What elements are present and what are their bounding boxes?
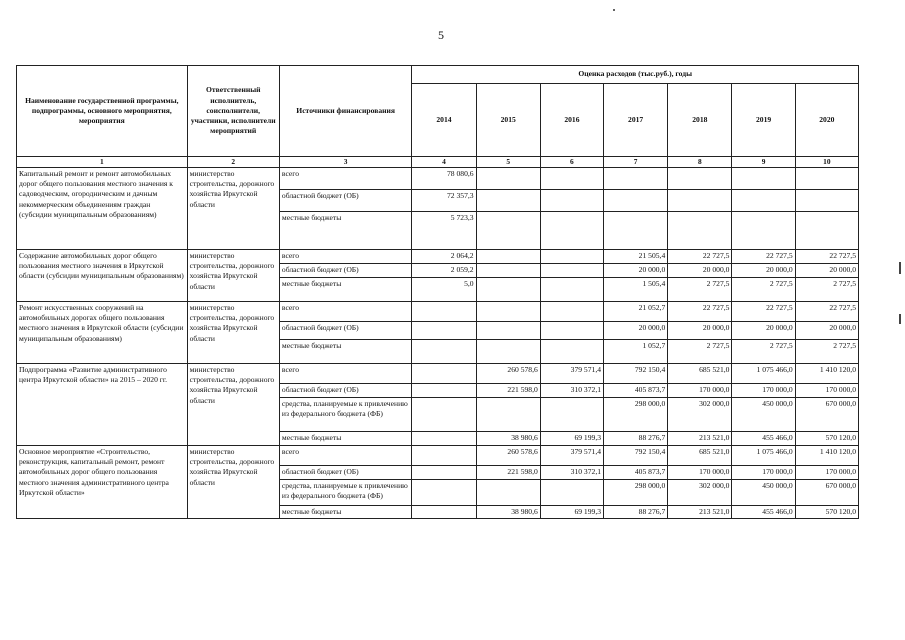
expense-value: 310 372,1 [540,465,603,479]
expense-value: 88 276,7 [604,505,668,518]
expenses-table [16,65,859,519]
expense-value [540,321,603,339]
column-number: 8 [668,157,732,168]
funding-source: областной бюджет (ОБ) [279,189,411,211]
funding-source: местные бюджеты [279,277,411,301]
header-name: Наименование государственной программы, подпрограммы, основного мероприятия, мероприятия [17,66,188,157]
expense-value: 20 000,0 [795,321,858,339]
expense-value: 1 052,7 [604,339,668,363]
expense-value [795,167,858,189]
expense-value [476,321,540,339]
expense-value: 260 578,6 [476,445,540,465]
expense-value: 455 466,0 [732,505,795,518]
funding-source: областной бюджет (ОБ) [279,465,411,479]
expense-value: 670 000,0 [795,397,858,431]
expense-value: 72 357,3 [412,189,476,211]
expense-value [540,277,603,301]
expense-value: 2 727,5 [732,339,795,363]
expense-value: 405 873,7 [604,383,668,397]
expense-value: 38 980,6 [476,505,540,518]
measure-name: Основное мероприятие «Строительство, реконструкция, капитальный ремонт, ремонт автомобильных дорог общего пользования местного значения административного центра Иркутской области» [17,445,188,518]
column-number: 5 [476,157,540,168]
expense-value [604,167,668,189]
column-number: 10 [795,157,858,168]
expense-value [412,383,476,397]
column-number: 4 [412,157,476,168]
expense-value [795,189,858,211]
funding-source: средства, планируемые к привлечению из федерального бюджета (ФБ) [279,479,411,505]
expense-value: 685 521,0 [668,445,732,465]
expense-value: 2 064,2 [412,249,476,263]
expense-value [604,189,668,211]
expense-value: 1 505,4 [604,277,668,301]
expense-value: 170 000,0 [732,383,795,397]
column-number: 2 [187,157,279,168]
expense-value: 405 873,7 [604,465,668,479]
measure-name: Подпрограмма «Развитие административного центра Иркутской области» на 2015 – 2020 гг. [17,363,188,445]
expense-value [540,249,603,263]
header-source: Источники финансирования [279,66,411,157]
header-year: 2015 [476,84,540,157]
expense-value: 22 727,5 [795,301,858,321]
expense-value: 170 000,0 [795,383,858,397]
table-row [17,167,859,189]
expense-value [476,339,540,363]
expense-value: 69 199,3 [540,431,603,445]
header-year: 2017 [604,84,668,157]
expense-value: 1 410 120,0 [795,445,858,465]
expense-value: 2 727,5 [795,339,858,363]
expense-value: 670 000,0 [795,479,858,505]
executor-name: министерство строительства, дорожного хозяйства Иркутской области [187,363,279,445]
header-year: 2014 [412,84,476,157]
scan-speck [613,9,615,11]
header-year: 2018 [668,84,732,157]
expense-value [732,167,795,189]
expense-value: 5,0 [412,277,476,301]
header-year: 2016 [540,84,603,157]
expense-value [412,321,476,339]
measure-name: Капитальный ремонт и ремонт автомобильных дорог общего пользования местного значения к садоводческим, огородническим и дачным некоммерческим объединениям граждан (субсидии муниципальным образованиям) [17,167,188,249]
expense-value [540,301,603,321]
expense-value: 221 598,0 [476,465,540,479]
header-year: 2019 [732,84,795,157]
table-row [17,445,859,465]
expense-value [476,479,540,505]
expense-value: 213 521,0 [668,431,732,445]
measure-name: Содержание автомобильных дорог общего пользования местного значения в Иркутской области (субсидии муниципальным образованиям) [17,249,188,301]
funding-source: областной бюджет (ОБ) [279,383,411,397]
expense-value: 5 723,3 [412,211,476,249]
column-number: 1 [17,157,188,168]
expense-value: 792 150,4 [604,445,668,465]
expense-value: 685 521,0 [668,363,732,383]
expense-value: 20 000,0 [604,321,668,339]
expense-value: 298 000,0 [604,479,668,505]
expense-value: 310 372,1 [540,383,603,397]
expense-value: 2 727,5 [732,277,795,301]
expense-value: 570 120,0 [795,505,858,518]
funding-source: местные бюджеты [279,339,411,363]
expense-value [668,167,732,189]
expense-value [412,339,476,363]
expense-value [668,189,732,211]
executor-name: министерство строительства, дорожного хозяйства Иркутской области [187,249,279,301]
funding-source: областной бюджет (ОБ) [279,263,411,277]
expense-value: 450 000,0 [732,479,795,505]
expense-value: 2 727,5 [668,277,732,301]
funding-source: всего [279,363,411,383]
expense-value [476,277,540,301]
expense-value: 170 000,0 [795,465,858,479]
expense-value [476,189,540,211]
expense-value [668,211,732,249]
table-row [17,363,859,383]
column-number: 6 [540,157,603,168]
expense-value: 22 727,5 [732,249,795,263]
expense-value [412,431,476,445]
expense-value: 2 059,2 [412,263,476,277]
expense-value [412,505,476,518]
expense-value [732,189,795,211]
expense-value [412,465,476,479]
header-year: 2020 [795,84,858,157]
expense-value: 22 727,5 [668,249,732,263]
expense-value [476,263,540,277]
expense-value: 455 466,0 [732,431,795,445]
expense-value: 20 000,0 [795,263,858,277]
scan-edge-mark [899,262,901,274]
funding-source: всего [279,249,411,263]
expense-value: 792 150,4 [604,363,668,383]
executor-name: министерство строительства, дорожного хозяйства Иркутской области [187,445,279,518]
expense-value [412,479,476,505]
expense-value [795,211,858,249]
expense-value: 1 410 120,0 [795,363,858,383]
table-body [17,167,859,518]
expense-value: 298 000,0 [604,397,668,431]
expense-value: 221 598,0 [476,383,540,397]
executor-name: министерство строительства, дорожного хозяйства Иркутской области [187,167,279,249]
expense-value [540,479,603,505]
header-expenses: Оценка расходов (тыс.руб.), годы [412,66,859,84]
expense-value [604,211,668,249]
expense-value: 20 000,0 [668,263,732,277]
table-row [17,301,859,321]
header-executor: Ответственный исполнитель, соисполнители, участники, исполнители мероприятий [187,66,279,157]
expense-value [476,301,540,321]
expense-value: 20 000,0 [604,263,668,277]
expense-value: 21 505,4 [604,249,668,263]
expense-value: 260 578,6 [476,363,540,383]
funding-source: всего [279,167,411,189]
expense-value: 20 000,0 [732,263,795,277]
expense-value: 450 000,0 [732,397,795,431]
expense-value [540,167,603,189]
expense-value: 379 571,4 [540,363,603,383]
expense-value: 570 120,0 [795,431,858,445]
funding-source: средства, планируемые к привлечению из федерального бюджета (ФБ) [279,397,411,431]
executor-name: министерство строительства, дорожного хозяйства Иркутской области [187,301,279,363]
funding-source: всего [279,301,411,321]
expense-value: 21 052,7 [604,301,668,321]
funding-source: местные бюджеты [279,431,411,445]
expense-value: 22 727,5 [732,301,795,321]
expense-value: 69 199,3 [540,505,603,518]
expense-value: 1 075 466,0 [732,363,795,383]
expense-value: 379 571,4 [540,445,603,465]
scan-edge-mark [899,314,901,324]
expense-value [412,301,476,321]
measure-name: Ремонт искусственных сооружений на автомобильных дорогах общего пользования местного значения в Иркутской области (субсидии муниципальным образованиям) [17,301,188,363]
column-number: 3 [279,157,411,168]
expense-value [540,189,603,211]
expense-value: 170 000,0 [732,465,795,479]
expense-value [476,167,540,189]
expense-value [476,249,540,263]
table-row [17,249,859,263]
funding-source: областной бюджет (ОБ) [279,321,411,339]
expense-value: 78 080,6 [412,167,476,189]
expense-value [540,339,603,363]
expense-value [476,211,540,249]
expense-value [412,397,476,431]
funding-source: всего [279,445,411,465]
expense-value: 302 000,0 [668,479,732,505]
expense-value: 1 075 466,0 [732,445,795,465]
expense-value [540,211,603,249]
expense-value: 20 000,0 [732,321,795,339]
expense-value [476,397,540,431]
expense-value: 38 980,6 [476,431,540,445]
expense-value [540,397,603,431]
expense-value [412,445,476,465]
expense-value: 22 727,5 [795,249,858,263]
expense-value: 170 000,0 [668,465,732,479]
page-number: 5 [438,28,444,42]
column-number: 7 [604,157,668,168]
expense-value: 20 000,0 [668,321,732,339]
column-number: 9 [732,157,795,168]
expense-value: 170 000,0 [668,383,732,397]
expense-value: 88 276,7 [604,431,668,445]
expense-value: 2 727,5 [795,277,858,301]
expense-value: 2 727,5 [668,339,732,363]
funding-source: местные бюджеты [279,505,411,518]
funding-source: местные бюджеты [279,211,411,249]
expense-value [412,363,476,383]
expense-value: 22 727,5 [668,301,732,321]
expense-value: 302 000,0 [668,397,732,431]
expense-value [540,263,603,277]
expense-value: 213 521,0 [668,505,732,518]
expense-value [732,211,795,249]
